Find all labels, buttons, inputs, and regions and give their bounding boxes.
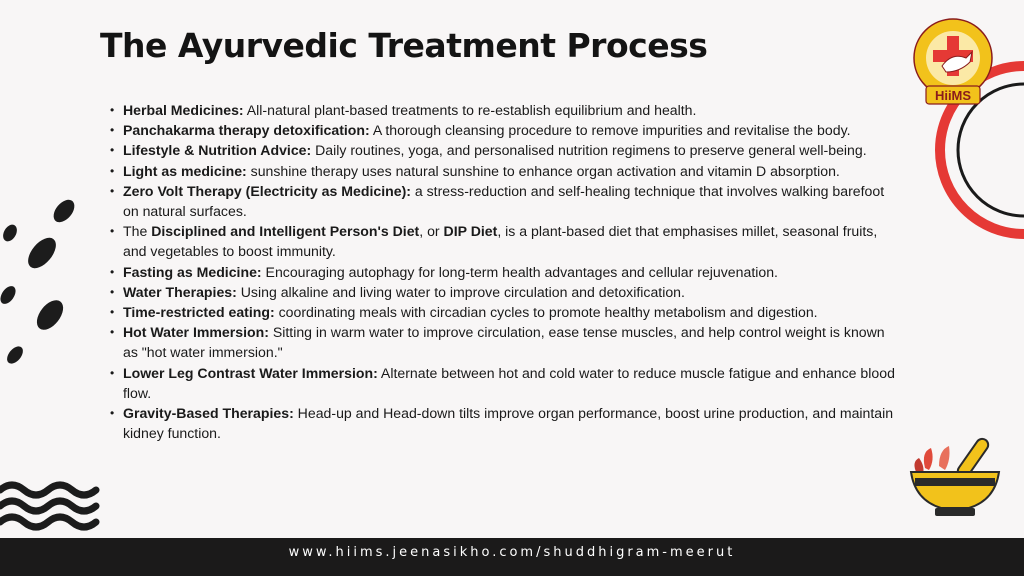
ink-dots-icon	[0, 195, 82, 370]
list-item	[110, 302, 900, 322]
item-text: Head-up and Head-down tilts improve organ performance, boost urine production, and maintain kidney function.	[123, 405, 894, 442]
list-item	[110, 120, 900, 140]
list-item	[110, 322, 900, 362]
item-joiner: , or	[419, 223, 444, 240]
wave-lines-icon	[0, 478, 100, 532]
item-text: a stress-reduction and self-healing technique that involves walking barefoot on natural surfaces.	[123, 182, 885, 220]
item-text: sunshine therapy uses natural sunshine to enhance organ activation and vitamin D absorption.	[246, 162, 840, 179]
item-text: Sitting in warm water to improve circulation, ease tense muscles, and help control weight is known as "hot water immersion."	[123, 324, 885, 361]
item-prefix: The	[123, 223, 152, 240]
list-item	[110, 262, 900, 282]
item-text: Using alkaline and living water to improve circulation and detoxification.	[236, 283, 685, 300]
item-text: Alternate between hot and cold water to reduce muscle fatigue and enhance blood flow.	[123, 364, 895, 401]
item-heading: Water Therapies:	[123, 283, 237, 300]
list-item	[110, 181, 900, 221]
item-text: All-natural plant-based treatments to re-establish equilibrium and health.	[243, 102, 697, 118]
slide-title: The Ayurvedic Treatment Process	[100, 26, 708, 65]
item-heading: Fasting as Medicine:	[123, 263, 262, 280]
item-heading: Lower Leg Contrast Water Immersion:	[123, 364, 378, 381]
item-heading: Herbal Medicines:	[123, 102, 244, 118]
item-heading: Zero Volt Therapy (Electricity as Medicine):	[123, 182, 411, 199]
footer-url: www.hiims.jeenasikho.com/shuddhigram-meerut	[0, 538, 1024, 576]
item-text: Encouraging autophagy for long-term health advantages and cellular rejuvenation.	[261, 263, 778, 280]
item-text: A thorough cleansing procedure to remove impurities and revitalise the body.	[369, 122, 851, 139]
list-item	[110, 100, 900, 120]
list-item	[110, 363, 900, 403]
item-heading-secondary: DIP Diet	[443, 223, 498, 240]
item-heading: Disciplined and Intelligent Person's Diet	[151, 223, 420, 240]
hiims-logo-icon	[912, 16, 994, 108]
logo-text: HiiMS	[934, 88, 972, 103]
item-text: , is a plant-based diet that emphasises millet, seasonal fruits, and vegetables to boost immunity.	[123, 223, 878, 260]
item-text: coordinating meals with circadian cycles to promote healthy metabolism and digestion.	[274, 304, 818, 321]
item-text: Daily routines, yoga, and personalised nutrition regimens to preserve general well-being.	[311, 142, 867, 159]
list-item	[110, 403, 900, 443]
item-heading: Hot Water Immersion:	[123, 324, 269, 341]
list-item	[110, 221, 900, 261]
item-heading: Panchakarma therapy detoxification:	[123, 122, 370, 139]
list-item	[110, 140, 900, 160]
item-heading: Time-restricted eating:	[123, 304, 275, 321]
treatment-list	[110, 100, 900, 443]
item-heading: Lifestyle & Nutrition Advice:	[123, 142, 312, 159]
list-item	[110, 161, 900, 181]
list-item	[110, 282, 900, 302]
item-heading: Light as medicine:	[123, 162, 247, 179]
mortar-pestle-icon	[905, 430, 1005, 522]
item-heading: Gravity-Based Therapies:	[123, 405, 294, 422]
